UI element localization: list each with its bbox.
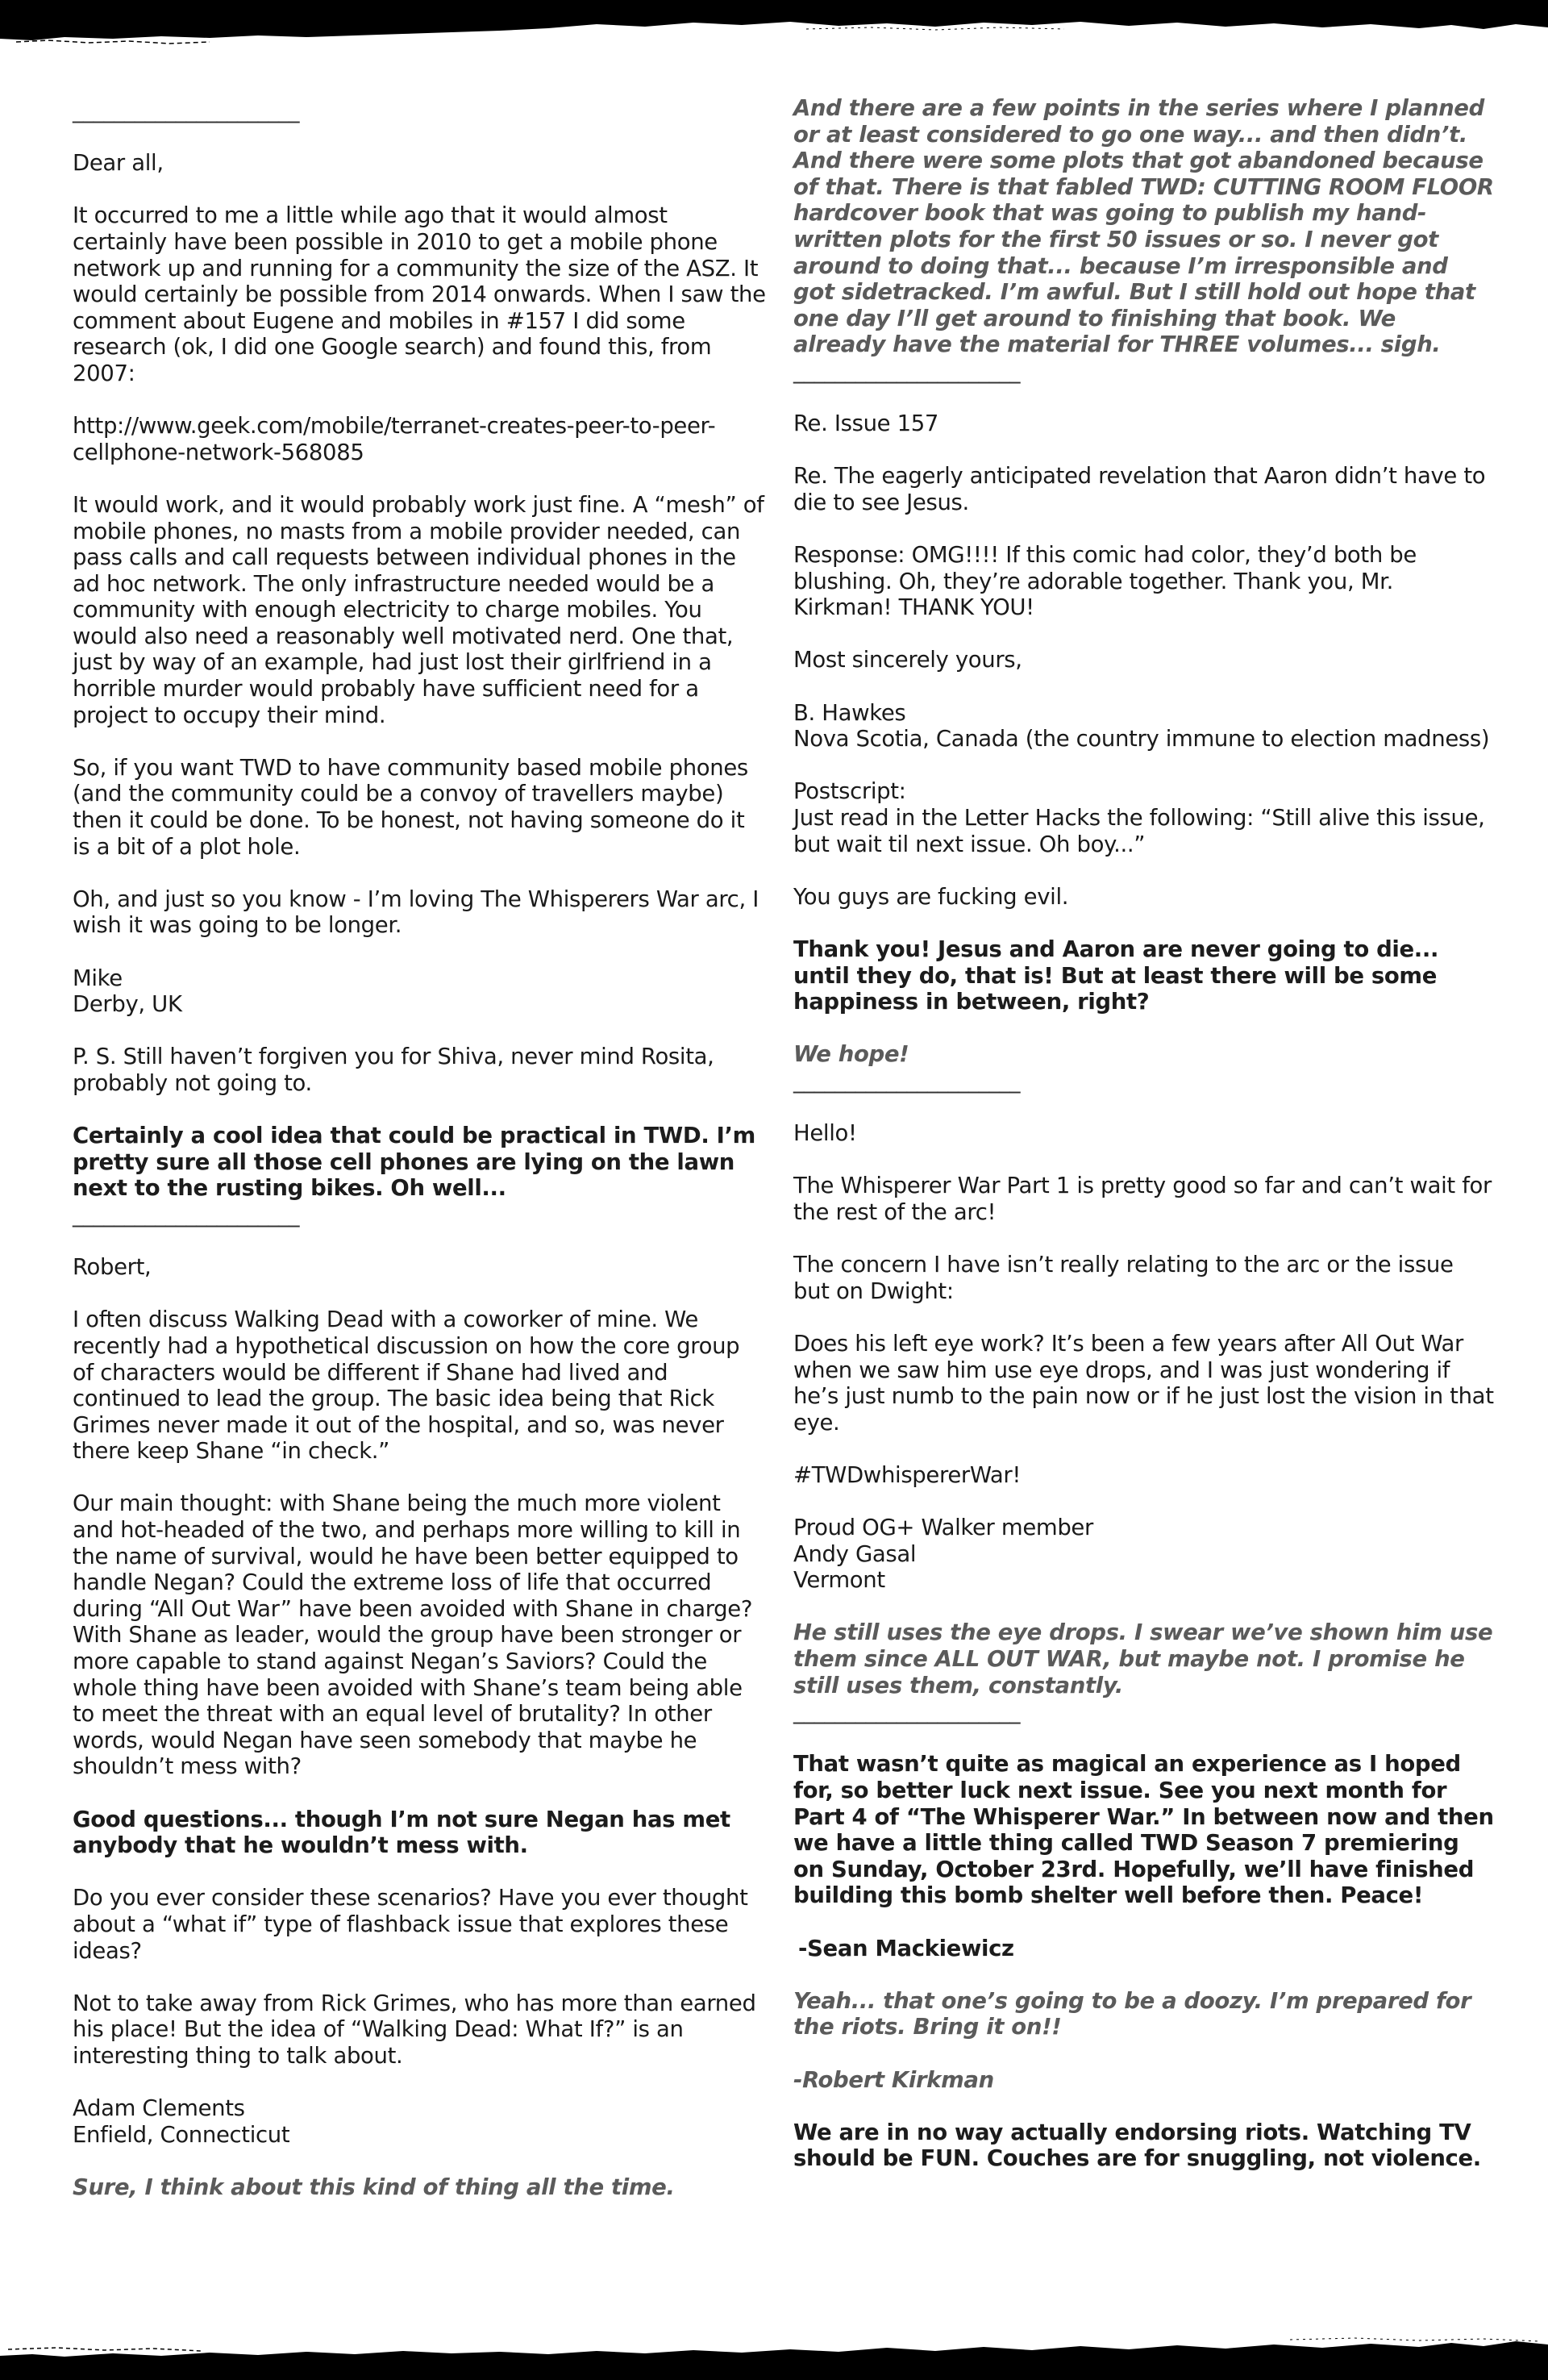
letter-adam — [73, 1254, 766, 2200]
editor-response: Certainly a cool idea that could be practical in TWD. I’m pretty sure all those cell phones are lying on the lawn next to the rusting bikes. Oh well... — [73, 1123, 755, 1202]
torn-top-border — [0, 0, 1548, 48]
torn-bottom-border — [0, 2332, 1548, 2380]
right-column — [793, 95, 1495, 2199]
letter-paragraph: Oh, and just so you know - I’m loving The Whisperers War arc, I wish it was going to be longer. — [73, 886, 759, 939]
letter-postscript: P. S. Still haven’t forgiven you for Shiva, never mind Rosita, probably not going to. — [73, 1044, 714, 1096]
writer-closing-note: Yeah... that one’s going to be a doozy. I’m prepared for the riots. Bring it on!! — [793, 1987, 1471, 2040]
editor-signature: -Sean Mackiewicz — [798, 1935, 1014, 1961]
letter-paragraph: The concern I have isn’t really relating to the arc or the issue but on Dwight: — [793, 1252, 1454, 1304]
letter-postscript: Just read in the Letter Hacks the following: “Still alive this issue, but wait til next issue. Oh boy...” — [793, 805, 1485, 857]
letter-andy — [793, 1120, 1495, 1699]
letter-signature-name: Andy Gasal — [793, 1540, 917, 1567]
letter-subject: Re. Issue 157 — [793, 411, 939, 437]
writer-reply-continued: And there are a few points in the series where I planned or at least considered to go one way... and then didn’t. And there were some plots that got abandoned because of that. There is that fabled TWD: CUTTING ROOM FLOOR hardcover book that was going to publish my hand-written plots for the first 50 issues or so. I never got around to doing that... because I’m irresponsible and got sidetracked. I’m awful. But I still hold out hope that one day I’ll get around to finishing that book. We already have the material for THREE volumes... sigh. — [793, 95, 1494, 358]
letter-paragraph: It would work, and it would probably work just fine. A “mesh” of mobile phones, no masts from a mobile provider needed, can pass calls and call requests between individual phones in the ad hoc network. The only infrastructure needed would be a community with enough electricity to charge mobiles. You would also need a reasonably well motivated nerd. One that, just by way of an example, had just lost their girlfriend in a horrible murder would probably have sufficient need for a project to occupy their mind. — [73, 491, 764, 728]
editor-response: Thank you! Jesus and Aaron are never going to die... until they do, that is! But at least there will be some happiness in between, right? — [793, 936, 1439, 1015]
divider: ______________________ — [793, 357, 1020, 384]
column-closing — [793, 1751, 1495, 2172]
letter-signature-name: Mike — [73, 965, 123, 991]
letter-paragraph: Re. The eagerly anticipated revelation that Aaron didn’t have to die to see Jesus. — [793, 463, 1486, 515]
editor-response: Good questions... though I’m not sure Negan has met anybody that he wouldn’t mess with. — [73, 1806, 730, 1859]
letter-paragraph: Does his left eye work? It’s been a few years after All Out War when we saw him use eye drops, and I was just wondering if he’s just numb to the pain now or if he just lost the vision in that eye. — [793, 1330, 1494, 1436]
letter-signature-line: Proud OG+ Walker member — [793, 1515, 1093, 1541]
letter-greeting: Hello! — [793, 1120, 857, 1147]
letter-signature-location: Vermont — [793, 1567, 885, 1594]
letter-signature-location: Derby, UK — [73, 991, 182, 1018]
letter-signature-location: Enfield, Connecticut — [73, 2121, 290, 2148]
letter-paragraph: Do you ever consider these scenarios? Have you ever thought about a “what if” type of flashback issue that explores these ideas? — [73, 1885, 748, 1964]
letter-greeting: Dear all, — [73, 150, 164, 177]
writer-reply: Sure, I think about this kind of thing all the time. — [73, 2174, 675, 2200]
divider: ______________________ — [793, 1067, 1020, 1094]
divider: ______________________ — [73, 98, 299, 123]
letter-closing: Most sincerely yours, — [793, 647, 1022, 673]
letter-signature-name: Adam Clements — [73, 2095, 245, 2122]
letter-link: http://www.geek.com/mobile/terranet-creates-peer-to-peer-cellphone-network-568085 — [73, 413, 716, 465]
letter-paragraph: So, if you want TWD to have community based mobile phones (and the community could be a convoy of travellers maybe) then it could be done. To be honest, not having someone do it is a bit of a plot hole. — [73, 754, 748, 860]
letter-hawkes — [793, 411, 1495, 1068]
final-note: We are in no way actually endorsing riots. Watching TV should be FUN. Couches are for snuggling, not violence. — [793, 2119, 1481, 2172]
letter-paragraph: You guys are fucking evil. — [793, 883, 1069, 910]
letter-hashtag: #TWDwhispererWar! — [793, 1461, 1022, 1488]
editor-closing-note: That wasn’t quite as magical an experience as I hoped for, so better luck next issue. See you next month for Part 4 of “The Whisperer War.” In between now and then we have a little thing called TWD Season 7 premiering on Sunday, October 23rd. Hopefully, we’ll have finished building this bomb shelter well before then. Peace! — [793, 1751, 1494, 1909]
divider: ______________________ — [73, 1201, 299, 1228]
letter-paragraph: It occurred to me a little while ago that it would almost certainly have been possible in 2010 to get a mobile phone network up and running for a community the size of the ASZ. It would certainly be possible from 2014 onwards. When I saw the comment about Eugene and mobiles in #157 I did some research (ok, I did one Google search) and found this, from 2007: — [73, 202, 766, 386]
divider: ______________________ — [793, 1699, 1020, 1725]
writer-signature: -Robert Kirkman — [793, 2066, 994, 2093]
letter-paragraph: Our main thought: with Shane being the much more violent and hot-headed of the two, and perhaps more willing to kill in the name of survival, would he have been better equipped to handle Negan? Could the extreme loss of life that occurred during “All Out War” have been avoided with Shane in charge? With Shane as leader, would the group have been stronger or more capable to stand against Negan’s Saviors? Could the whole thing have been avoided with Shane’s team being able to meet the threat with an equal level of brutality? In other words, would Negan have seen somebody that maybe he shouldn’t mess with? — [73, 1490, 753, 1780]
letter-postscript-label: Postscript: — [793, 778, 906, 805]
writer-reply: We hope! — [793, 1041, 909, 1068]
letter-greeting: Robert, — [73, 1254, 152, 1281]
letter-paragraph: I often discuss Walking Dead with a coworker of mine. We recently had a hypothetical discussion on how the core group of characters would be different if Shane had lived and continued to lead the group. The basic idea being that Rick Grimes never made it out of the hospital, and so, was never there keep Shane “in check.” — [73, 1307, 740, 1465]
writer-reply: He still uses the eye drops. I swear we’ve shown him use them since ALL OUT WAR, but maybe not. I promise he still uses them, constantly. — [793, 1619, 1493, 1699]
letter-paragraph: The Whisperer War Part 1 is pretty good so far and can’t wait for the rest of the arc! — [793, 1173, 1492, 1225]
letter-paragraph: Response: OMG!!!! If this comic had color, they’d both be blushing. Oh, they’re adorable together. Thank you, Mr. Kirkman! THANK YOU! — [793, 542, 1417, 621]
letter-signature-name: B. Hawkes — [793, 699, 906, 726]
letter-mike — [73, 150, 766, 1202]
letter-paragraph: Not to take away from Rick Grimes, who has more than earned his place! But the idea of “Walking Dead: What If?” is an interesting thing to talk about. — [73, 1990, 756, 2069]
left-column — [73, 98, 766, 2227]
letter-signature-location: Nova Scotia, Canada (the country immune to election madness) — [793, 726, 1490, 752]
